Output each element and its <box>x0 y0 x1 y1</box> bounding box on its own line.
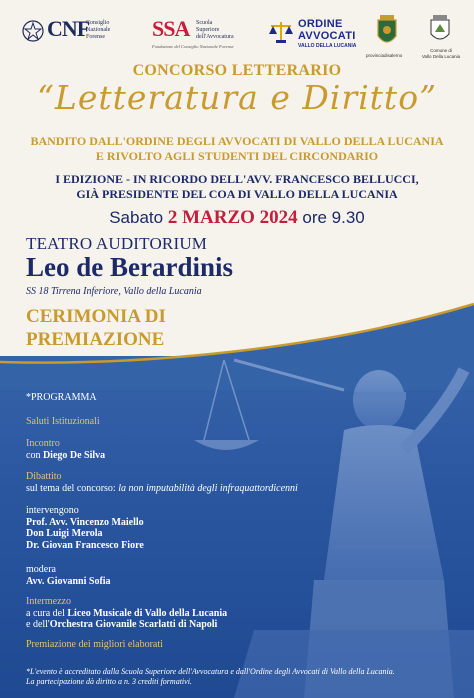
bandito-line: BANDITO DALL'ORDINE DEGLI AVVOCATI DI VALLO DELLA LUCANIA <box>30 134 444 148</box>
incontro-con: con <box>26 449 43 461</box>
provincia-caption: provinciadisalerno <box>366 53 403 58</box>
cnf-sub-line: Consiglio <box>86 20 110 26</box>
venue-type: TEATRO AUDITORIUM <box>26 234 208 253</box>
edizione-line: GIÀ PRESIDENTE DEL COA DI VALLO DELLA LUCANIA <box>76 187 398 201</box>
ssa-logo-text: SSA <box>152 16 190 41</box>
footnote <box>26 667 466 687</box>
event-date <box>0 207 474 229</box>
ceremony-line: PREMIAZIONE <box>26 329 165 350</box>
intervengono-section <box>26 505 144 551</box>
scales-of-justice-icon <box>268 20 294 44</box>
footnote-line: La partecipazione dà diritto a n. 3 crediti formativi. <box>26 677 192 686</box>
comune-caption-line: Vallo Della Lucania <box>421 53 461 59</box>
dibattito-label: Dibattito <box>26 471 62 482</box>
ssa-sub-line: dell'Avvocatura <box>196 34 234 40</box>
bandito-line: E RIVOLTO AGLI STUDENTI DEL CIRCONDARIO <box>95 149 379 163</box>
dibattito-theme: la non imputabilità degli infraquattordicenni <box>118 482 298 494</box>
speaker-name: Prof. Avv. Vincenzo Maiello <box>26 516 144 528</box>
provincia-crest-icon <box>372 14 402 50</box>
dibattito-section <box>26 471 298 494</box>
edizione-text <box>0 172 474 202</box>
concorso-heading: CONCORSO LETTERARIO <box>132 62 342 79</box>
venue-address: SS 18 Tirrena Inferiore, Vallo della Lucania <box>26 286 202 297</box>
ordine-logo-line2: AVVOCATI <box>298 30 356 42</box>
venue-name: Leo de Berardinis <box>26 252 233 282</box>
ssa-logo-foot: Fondazione del Consiglio Nazionale Forense <box>152 44 234 49</box>
intervengono-label: intervengono <box>26 505 79 516</box>
programma-heading: *PROGRAMMA <box>26 392 97 403</box>
event-time: ore 9.30 <box>297 208 365 227</box>
intermezzo-performer: Liceo Musicale di Vallo della Lucania <box>67 607 228 619</box>
lady-justice-statue-image <box>194 330 474 698</box>
ssa-sub-line: Superiore <box>196 27 220 33</box>
comune-crest-icon <box>427 14 453 46</box>
date-prefix: Sabato <box>109 208 168 227</box>
ordine-logo-line3: VALLO DELLA LUCANIA <box>298 43 357 49</box>
incontro-guest: Diego De Silva <box>42 449 106 461</box>
intermezzo-prefix: a cura del <box>26 607 68 619</box>
ssa-logo-subtitle <box>196 20 242 41</box>
intermezzo-performer: Orchestra Giovanile Scarlatti di Napoli <box>49 619 218 630</box>
intermezzo-section <box>26 596 227 631</box>
comune-caption <box>419 48 463 59</box>
cnf-sub-line: Nazionale <box>86 27 111 33</box>
italian-republic-emblem-icon <box>22 20 44 42</box>
speaker-name: Dr. Giovan Francesco Fiore <box>26 539 144 551</box>
ssa-sub-line: Scuola <box>196 20 213 26</box>
edizione-line: I EDIZIONE - IN RICORDO DELL'AVV. FRANCESCO BELLUCCI, <box>55 172 419 186</box>
comune-caption-line: Comune di <box>430 48 452 53</box>
moderator-name: Avv. Giovanni Sofia <box>26 575 111 587</box>
date-highlight: 2 MARZO 2024 <box>167 207 298 228</box>
premiazione-item: Premiazione dei migliori elaborati <box>26 639 163 650</box>
event-title: “Letteratura e Diritto” <box>37 78 437 117</box>
footnote-line: *L'evento è accreditato dalla Scuola Superiore dell'Avvocatura e dall'Ordine degli Avvocati di Vallo della Lucania. <box>26 667 395 676</box>
incontro-section <box>26 438 105 461</box>
dibattito-prefix: sul tema del concorso: <box>26 482 119 494</box>
intermezzo-prefix: e dell' <box>26 619 50 630</box>
saluti-istituzionali: Saluti Istituzionali <box>26 416 100 427</box>
cnf-logo-text: CNF <box>47 16 90 41</box>
modera-label: modera <box>26 564 56 575</box>
speaker-name: Don Luigi Merola <box>26 528 103 539</box>
intermezzo-label: Intermezzo <box>26 596 71 607</box>
cnf-sub-line: Forense <box>86 34 105 40</box>
logos-row <box>0 6 474 64</box>
bandito-text <box>0 134 474 164</box>
cnf-logo-subtitle <box>86 20 126 41</box>
ceremony-heading <box>26 305 166 351</box>
ordine-logo-line1: ORDINE <box>298 18 343 30</box>
incontro-label: Incontro <box>26 438 60 449</box>
ceremony-line: CERIMONIA DI <box>26 306 166 327</box>
modera-section <box>26 564 111 587</box>
